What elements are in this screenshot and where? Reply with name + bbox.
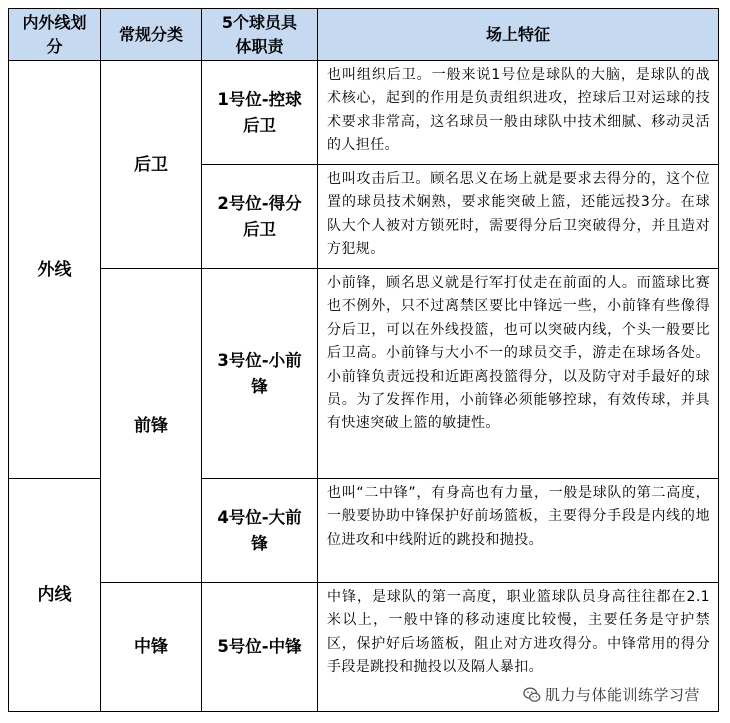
- description-shooting-guard: 也叫攻击后卫。顾名思义在场上就是要求去得分的，这个位置的球员技术娴熟，要求能突破上篮，还能远投3分。在球队大个人被对方锁死时，需要得分后卫突破得分，并且造对方犯规。: [318, 165, 718, 269]
- header-region: 内外线划分: [9, 9, 101, 61]
- group-guard: 后卫: [101, 61, 202, 269]
- region-inner: 内线: [9, 479, 101, 711]
- watermark-text: 肌力与体能训练学习营: [544, 686, 700, 704]
- positions-table: [8, 8, 719, 712]
- watermark: [521, 684, 702, 705]
- header-category: 常规分类: [101, 9, 202, 61]
- region-outer: 外线: [9, 61, 101, 479]
- position-power-forward: 4号位-大前锋: [202, 479, 318, 583]
- header-duty: 5个球员具体职责: [202, 9, 318, 61]
- description-point-guard: 也叫组织后卫。一般来说1号位是球队的大脑，是球队的战术核心，起到的作用是负责组织进攻，控球后卫对运球的技术要求非常高，这名球员一般由球队中技术细腻、移动灵活的人担任。: [318, 61, 718, 165]
- position-point-guard: 1号位-控球后卫: [202, 61, 318, 165]
- description-center: 中锋，是球队的第一高度，职业篮球队员身高往往都在2.1米以上，一般中锋的移动速度比较慢，主要任务是守护禁区，保护好后场篮板，阻止对方进攻得分。中锋常用的得分手段是跳投和抛投以及隔人暴扣。: [327, 589, 710, 676]
- description-power-forward: 也叫“二中锋”，有身高也有力量，一般是球队的第二高度，一般要协助中锋保护好前场篮板，主要得分手段是内线的地位进攻和中线附近的跳投和抛投。: [318, 479, 718, 583]
- position-center: 5号位-中锋: [202, 583, 318, 711]
- position-shooting-guard: 2号位-得分后卫: [202, 165, 318, 269]
- header-features: 场上特征: [318, 9, 718, 61]
- group-center: 中锋: [101, 583, 202, 711]
- description-small-forward: 小前锋，顾名思义就是行军打仗走在前面的人。而篮球比赛也不例外，只不过离禁区要比中锋远一些，小前锋有些像得分后卫，可以在外线投篮，也可以突破内线，个头一般要比后卫高。小前锋与大小不一的球员交手，游走在球场各处。小前锋负责远投和近距离投篮得分，以及防守对手最好的球员。为了发挥作用，小前锋必须能够控球，有效传球，并具有快速突破上篮的敏捷性。: [318, 269, 718, 479]
- group-forward: 前锋: [101, 269, 202, 583]
- position-small-forward: 3号位-小前锋: [202, 269, 318, 479]
- wechat-icon: [523, 686, 541, 704]
